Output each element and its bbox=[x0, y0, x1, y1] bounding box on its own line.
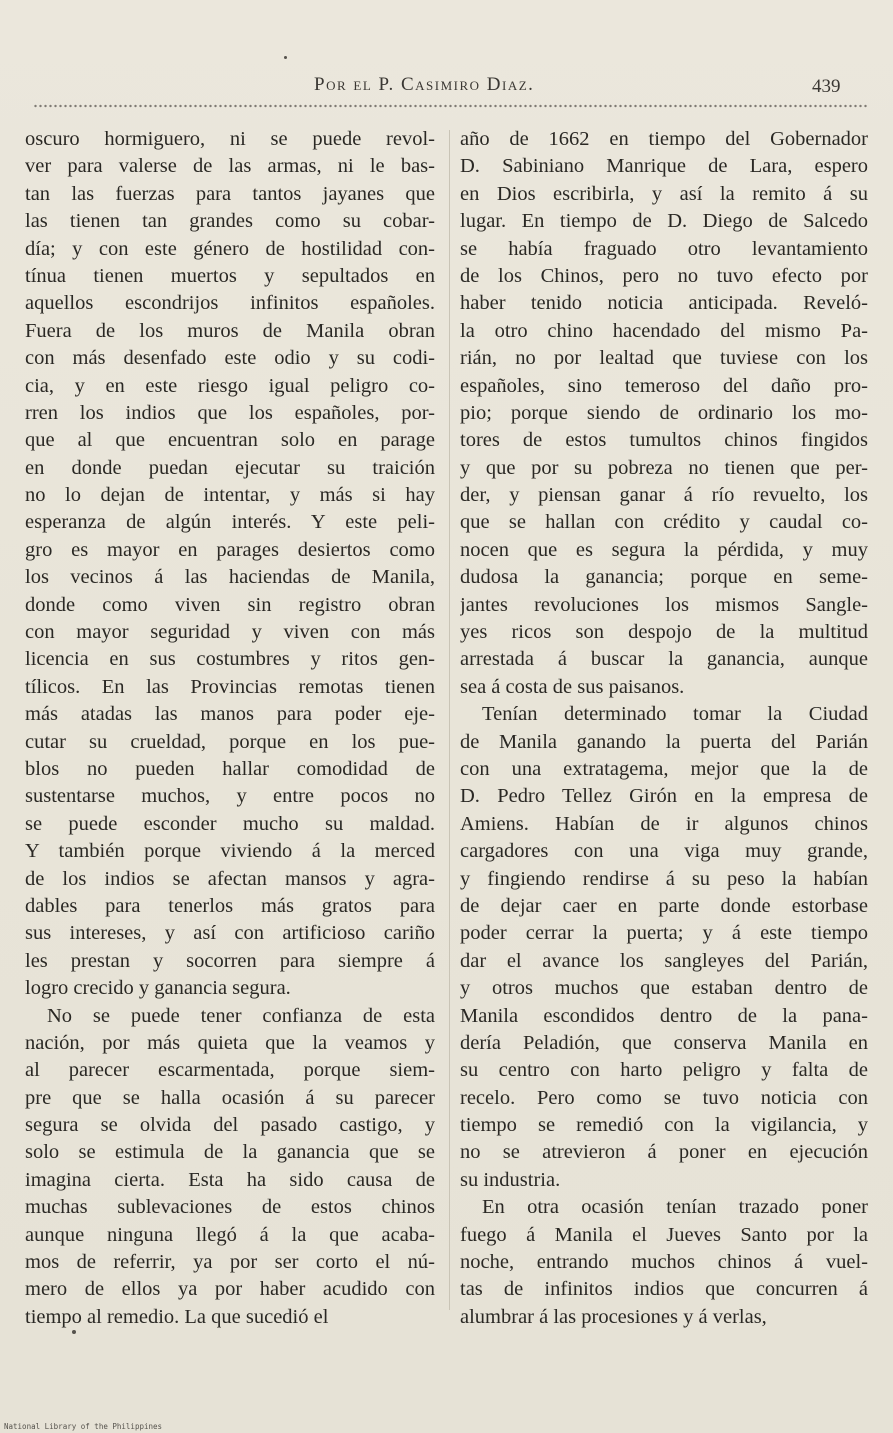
text-line: los vecinos á las haciendas de Manila, bbox=[25, 566, 435, 589]
text-line: de los indios se afectan mansos y agra- bbox=[25, 867, 435, 890]
text-line: blos no pueden hallar comodidad de bbox=[25, 757, 435, 780]
text-line: dudosa la ganancia; porque en seme- bbox=[460, 566, 868, 589]
text-line: tan las fuerzas para tantos jayanes que bbox=[25, 182, 435, 205]
text-line: se puede esconder mucho su maldad. bbox=[25, 812, 435, 835]
page-number: 439 bbox=[812, 76, 841, 97]
text-line: D. Pedro Tellez Girón en la empresa de bbox=[460, 785, 868, 808]
text-line: en Dios escribirla, y así la remito á su bbox=[460, 182, 868, 205]
text-line: la otro chino hacendado del mismo Pa- bbox=[460, 319, 868, 342]
text-line: alumbrar á las procesiones y á verlas, bbox=[460, 1305, 767, 1328]
text-line: No se puede tener confianza de esta bbox=[47, 1004, 435, 1027]
text-line: no lo dejan de intentar, y más si hay bbox=[25, 484, 435, 507]
text-line: tínua tienen muertos y sepultados en bbox=[25, 264, 435, 287]
text-line: lugar. En tiempo de D. Diego de Salcedo bbox=[460, 210, 868, 233]
text-line: noche, entrando muchos chinos á vuel- bbox=[460, 1251, 868, 1274]
text-line: aquellos escondrijos infinitos españoles. bbox=[25, 292, 435, 315]
text-line: más atadas las manos para poder eje- bbox=[25, 703, 435, 726]
text-line: esperanza de algún interés. Y este peli- bbox=[25, 511, 435, 534]
running-title: Por el P. Casimiro Diaz. bbox=[314, 74, 535, 95]
text-line: las tienen tan grandes como su cobar- bbox=[25, 210, 435, 233]
text-line: nocen que es segura la pérdida, y muy bbox=[460, 538, 868, 561]
text-line: En otra ocasión tenían trazado poner bbox=[482, 1196, 868, 1219]
text-line: que al que encuentran solo en parage bbox=[25, 429, 435, 452]
text-line: logro crecido y ganancia segura. bbox=[25, 977, 291, 1000]
column-divider bbox=[449, 130, 450, 1310]
text-line: cutar su crueldad, porque en los pue- bbox=[25, 730, 435, 753]
text-line: tores de estos tumultos chinos fingidos bbox=[460, 429, 868, 452]
text-line: con mayor seguridad y viven con más bbox=[25, 621, 435, 644]
text-line: yes ricos son despojo de la multitud bbox=[460, 621, 868, 644]
text-line: segura se olvida del pasado castigo, y bbox=[25, 1114, 435, 1137]
text-line: arrestada á buscar la ganancia, aunque bbox=[460, 648, 868, 671]
text-line: su centro con harto peligro y falta de bbox=[460, 1059, 868, 1082]
text-line: Amiens. Habían de ir algunos chinos bbox=[460, 812, 868, 835]
text-line: sustentarse muchos, y entre pocos no bbox=[25, 785, 435, 808]
text-line: der, y piensan ganar á río revuelto, los bbox=[460, 484, 868, 507]
text-line: pre que se halla ocasión á su parecer bbox=[25, 1086, 435, 1109]
text-line: muchas sublevaciones de estos chinos bbox=[25, 1196, 435, 1219]
text-line: tas de infinitos indios que concurren á bbox=[460, 1278, 868, 1301]
text-line: españoles, sino temeroso del daño pro- bbox=[460, 374, 868, 397]
text-line: mero de ellos ya por haber acudido con bbox=[25, 1278, 435, 1301]
text-line: imagina cierta. Esta ha sido causa de bbox=[25, 1168, 435, 1191]
text-line: tílicos. En las Provincias remotas tienen bbox=[25, 675, 435, 698]
text-line: fuego á Manila el Jueves Santo por la bbox=[460, 1223, 868, 1246]
text-line: no se atrevieron á poner en ejecución bbox=[460, 1141, 868, 1164]
right-text-column bbox=[460, 126, 868, 1331]
text-line: licencia en sus costumbres y ritos gen- bbox=[25, 648, 435, 671]
text-line: jantes revoluciones los mismos Sangle- bbox=[460, 593, 868, 616]
text-line: cia, y en este riesgo igual peligro co- bbox=[25, 374, 435, 397]
text-line: les prestan y socorren para siempre á bbox=[25, 949, 435, 972]
ink-speck bbox=[72, 1330, 76, 1334]
text-line: haber tenido noticia anticipada. Reveló- bbox=[460, 292, 868, 315]
text-line: Tenían determinado tomar la Ciudad bbox=[482, 703, 868, 726]
text-line: pio; porque siendo de ordinario los mo- bbox=[460, 401, 868, 424]
text-line: al parecer escarmentada, porque siem- bbox=[25, 1059, 435, 1082]
text-line: oscuro hormiguero, ni se puede revol- bbox=[25, 128, 435, 150]
text-line: Y también porque viviendo á la merced bbox=[25, 840, 435, 863]
text-line: y otros muchos que estaban dentro de bbox=[460, 977, 868, 1000]
text-line: nación, por más quieta que la veamos y bbox=[25, 1031, 435, 1054]
text-line: mos de referrir, ya por ser corto el nú- bbox=[25, 1251, 435, 1274]
text-line: con más desenfado este odio y su codi- bbox=[25, 347, 435, 370]
text-line: se había fraguado otro levantamiento bbox=[460, 237, 868, 260]
text-line: año de 1662 en tiempo del Gobernador bbox=[460, 128, 868, 150]
text-line: con una extratagema, mejor que la de bbox=[460, 757, 868, 780]
left-text-column bbox=[25, 126, 435, 1331]
text-line: donde como viven sin registro obran bbox=[25, 593, 435, 616]
text-line: sus intereses, y así con artificioso cariño bbox=[25, 922, 435, 945]
page-header bbox=[0, 68, 893, 102]
text-line: de Manila ganando la puerta del Parián bbox=[460, 730, 868, 753]
text-line: dería Peladión, que conserva Manila en bbox=[460, 1031, 868, 1054]
text-line: aunque ninguna llegó á la que acaba- bbox=[25, 1223, 435, 1246]
text-line: D. Sabiniano Manrique de Lara, espero bbox=[460, 155, 868, 178]
text-line: Manila escondidos dentro de la pana- bbox=[460, 1004, 868, 1027]
text-line: rren los indios que los españoles, por- bbox=[25, 401, 435, 424]
text-line: de dejar caer en parte donde estorbase bbox=[460, 894, 868, 917]
text-line: de los Chinos, pero no tuvo efecto por bbox=[460, 264, 868, 287]
text-line: Fuera de los muros de Manila obran bbox=[25, 319, 435, 342]
text-line: y fingiendo rendirse á su peso la habían bbox=[460, 867, 868, 890]
text-line: tiempo se remedió con la vigilancia, y bbox=[460, 1114, 868, 1137]
text-line: dables para tenerlos más gratos para bbox=[25, 894, 435, 917]
text-line: rián, no por lealtad que tuviese con los bbox=[460, 347, 868, 370]
text-line: solo se estimula de la ganancia que se bbox=[25, 1141, 435, 1164]
text-line: que se hallan con crédito y caudal co- bbox=[460, 511, 868, 534]
text-line: poder cerrar la puerta; y á este tiempo bbox=[460, 922, 868, 945]
text-line: cargadores con una viga muy grande, bbox=[460, 840, 868, 863]
library-credit: National Library of the Philippines bbox=[4, 1422, 163, 1431]
text-line: sea á costa de sus paisanos. bbox=[460, 675, 685, 698]
ink-speck bbox=[284, 56, 287, 59]
text-line: día; y con este género de hostilidad con- bbox=[25, 237, 435, 260]
text-line: dar el avance los sangleyes del Parián, bbox=[460, 949, 868, 972]
text-line: gro es mayor en parages desiertos como bbox=[25, 538, 435, 561]
text-line: y que por su pobreza no tienen que per- bbox=[460, 456, 868, 479]
header-ornamental-rule bbox=[33, 103, 869, 109]
text-line: tiempo al remedio. La que sucedió el bbox=[25, 1305, 329, 1328]
text-line: su industria. bbox=[460, 1168, 561, 1191]
text-line: ver para valerse de las armas, ni le bas- bbox=[25, 155, 435, 178]
text-line: recelo. Pero como se tuvo noticia con bbox=[460, 1086, 868, 1109]
text-line: en donde puedan ejecutar su traición bbox=[25, 456, 435, 479]
